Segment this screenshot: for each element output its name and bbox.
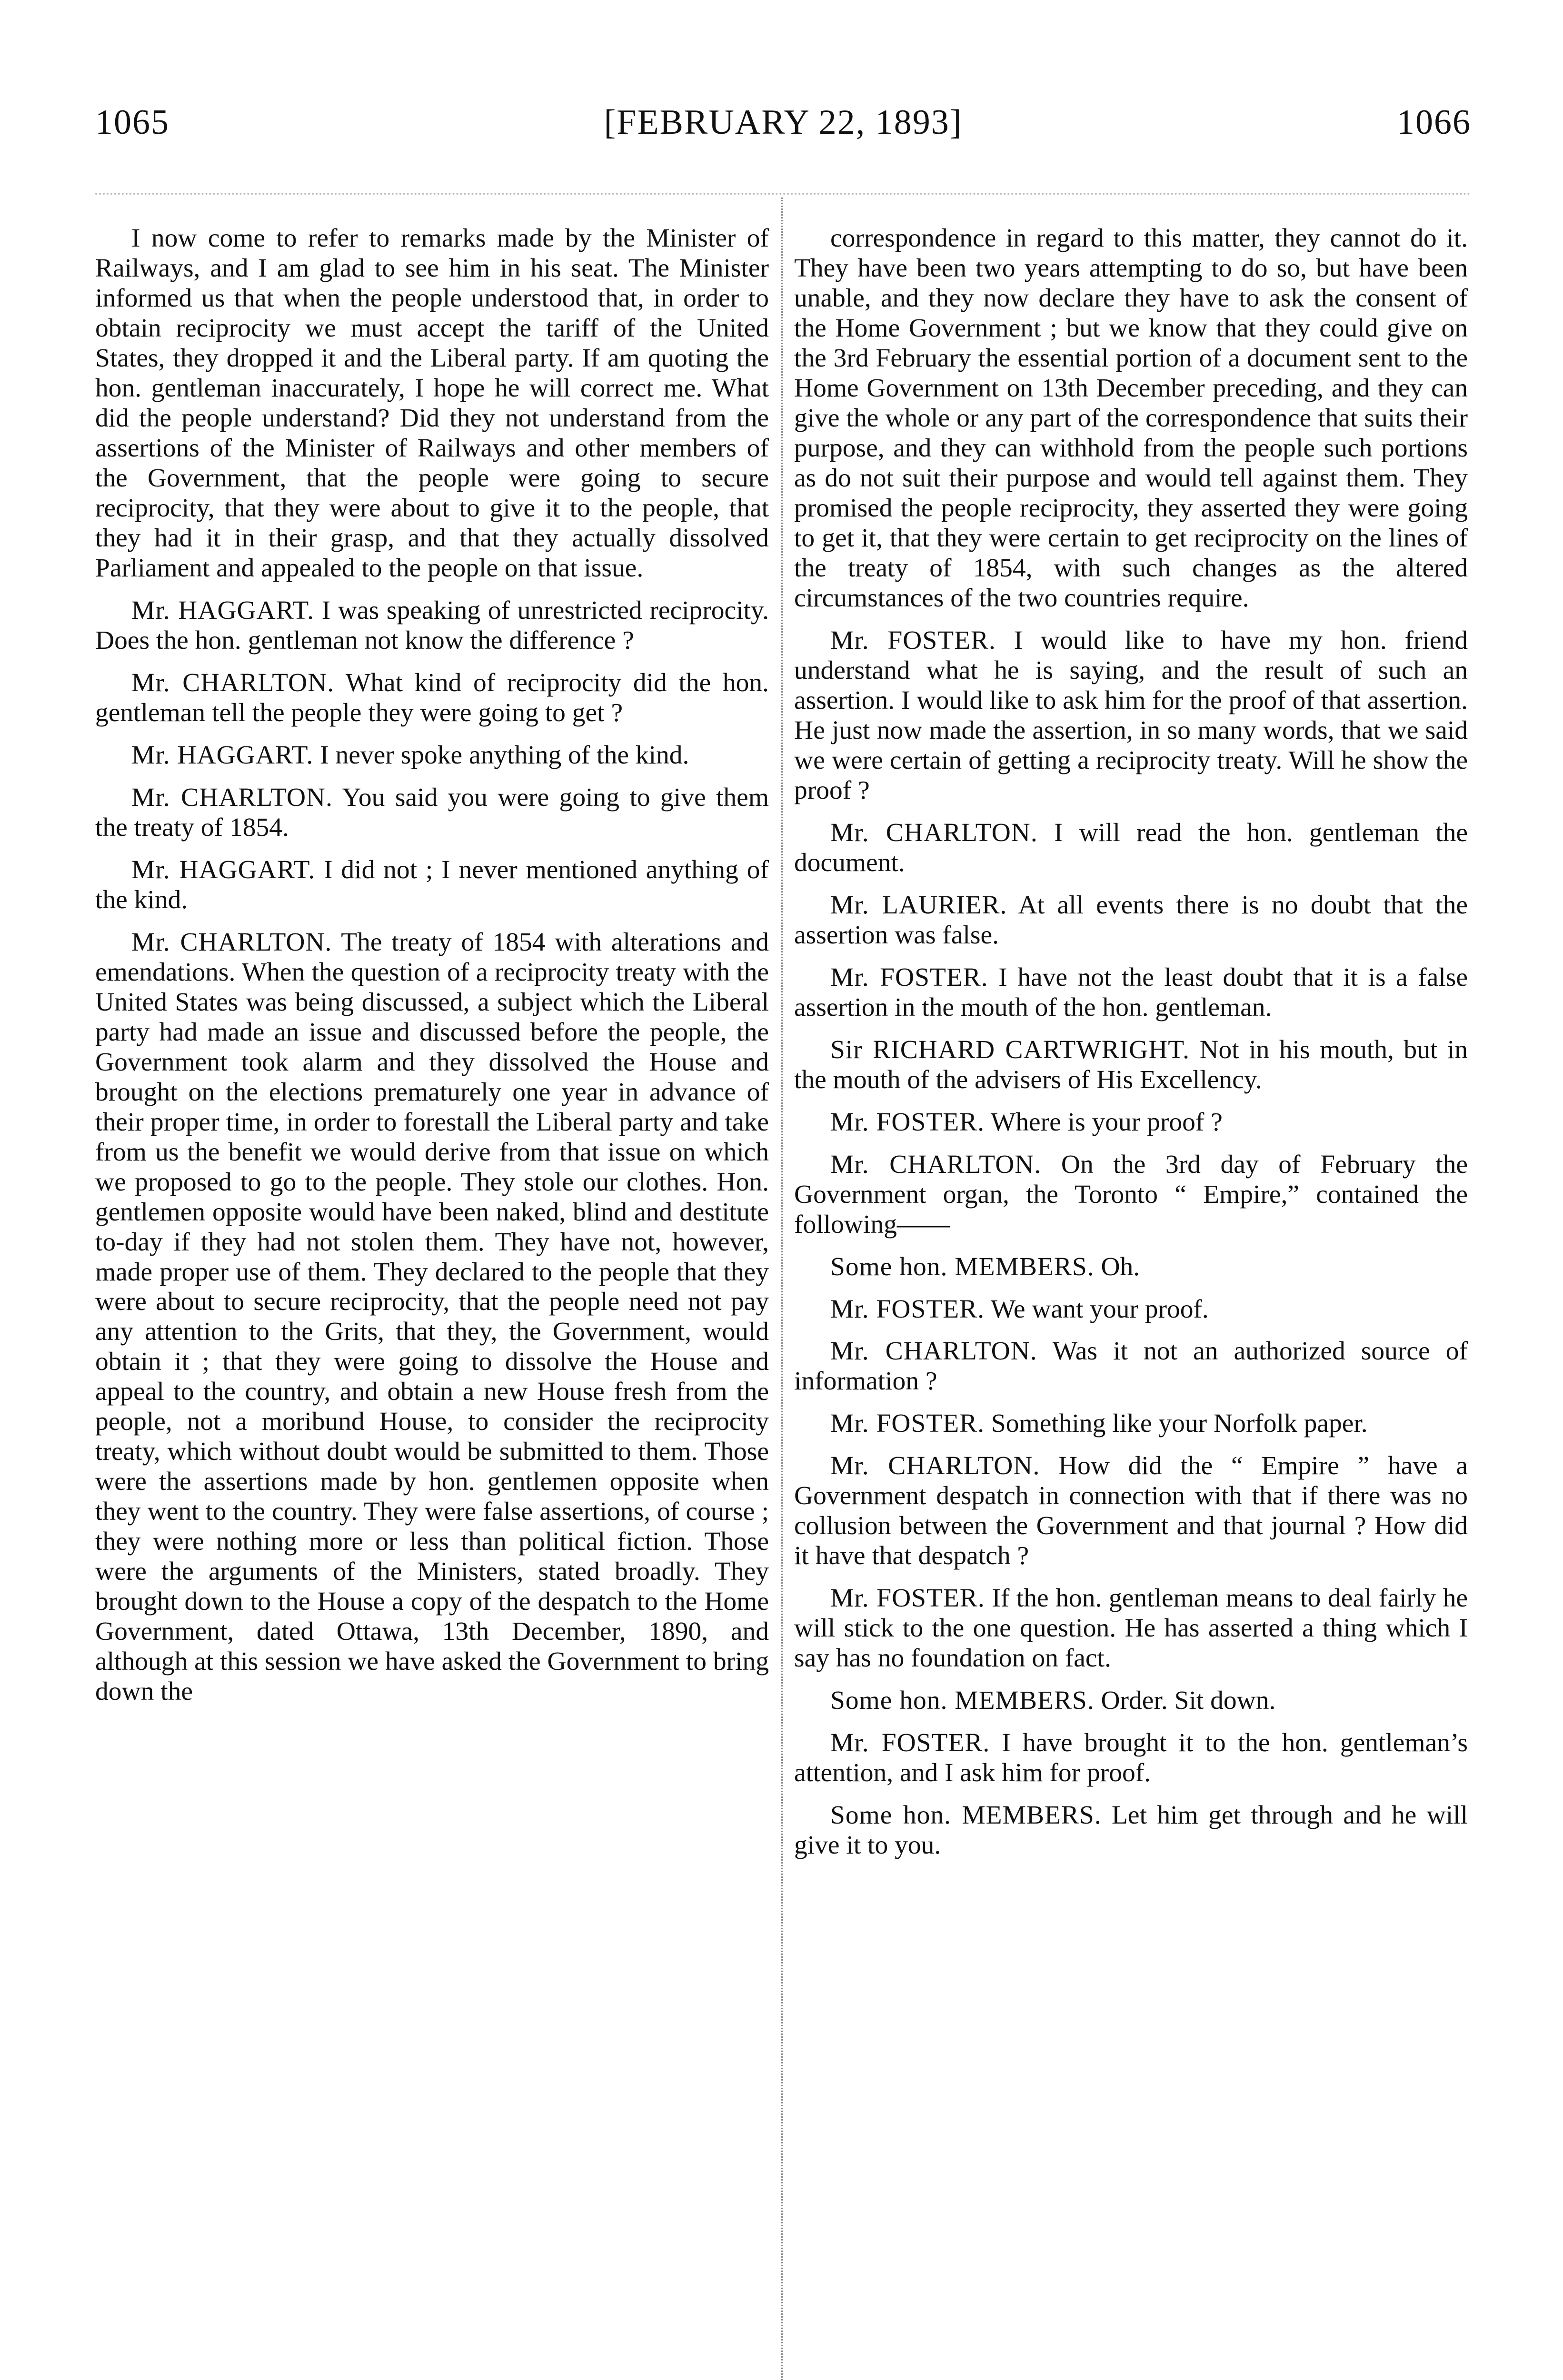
paragraph xyxy=(794,1801,1468,1861)
speaker-name: Mr. FOSTER. xyxy=(830,625,996,655)
speaker-name: Mr. HAGGART. xyxy=(131,740,314,770)
paragraph xyxy=(794,1150,1468,1240)
speaker-name: Mr. CHARLTON. xyxy=(131,668,335,697)
paragraph xyxy=(794,1252,1468,1282)
speaker-name: Mr. FOSTER. xyxy=(830,1294,985,1324)
speaker-name: Mr. HAGGART. xyxy=(131,855,316,884)
paragraph xyxy=(794,1295,1468,1325)
paragraph xyxy=(95,855,769,915)
paragraph-text: I did not ; I never mentioned anything of the kind. xyxy=(95,855,769,914)
page-number-right: 1066 xyxy=(1397,103,1471,142)
paragraph-text: I will read the hon. gentleman the document. xyxy=(794,818,1468,877)
paragraph xyxy=(95,596,769,656)
paragraph-text: I was speaking of unrestricted reciprocity. Does the hon. gentleman not know the difference ? xyxy=(95,595,769,655)
speaker-name: Some hon. MEMBERS. xyxy=(830,1252,1095,1281)
speaker-name: Mr. FOSTER. xyxy=(830,1728,990,1758)
paragraph xyxy=(794,1337,1468,1397)
speaker-name: Mr. CHARLTON. xyxy=(830,1150,1042,1179)
paragraph-text: I have brought it to the hon. gentleman’s attention, and I ask him for proof. xyxy=(794,1728,1468,1788)
paragraph xyxy=(794,1409,1468,1439)
paragraph-text: You said you were going to give them the treaty of 1854. xyxy=(95,783,769,842)
paragraph xyxy=(95,928,769,1707)
paragraph-text: Oh. xyxy=(1101,1252,1140,1281)
paragraph xyxy=(794,1108,1468,1138)
speaker-name: Mr. CHARLTON. xyxy=(830,1451,1040,1481)
paragraph xyxy=(95,741,769,771)
paragraph-text: I never spoke anything of the kind. xyxy=(320,740,689,770)
speaker-name: Sir RICHARD CARTWRIGHT. xyxy=(830,1035,1190,1064)
paragraph xyxy=(794,1035,1468,1095)
speaker-name: Mr. CHARLTON. xyxy=(131,783,333,812)
paragraph-text: At all events there is no doubt that the assertion was false. xyxy=(794,890,1468,950)
paragraph xyxy=(794,891,1468,951)
speaker-name: Some hon. MEMBERS. xyxy=(830,1801,1102,1830)
paragraph xyxy=(95,224,769,584)
column-separator xyxy=(781,198,783,2380)
paragraph-text: The treaty of 1854 with alterations and emendations. When the question of a reciprocity treaty with the United States was being discussed, a subject which the Liberal party had made an issue and discussed before the people, the Government took alarm and they dissolved the House and brought on the elections prematurely one year in advance of their proper time, in order to forestall the Liberal party and take from us the benefit we would derive from that issue on which we proposed to go to the people. They stole our clothes. Hon. gentlemen opposite would have been naked, blind and destitute to-day if they had not stolen them. They have not, however, made proper use of them. They declared to the people that they were about to secure reciprocity, that the people need not pay any attention to the Grits, that they, the Government, would obtain it ; that they were going to dissolve the House and appeal to the country, and obtain a new House fresh from the people, not a moribund House, to consider the reciprocity treaty, which without doubt would be submitted to them. Those were the assertions made by hon. gentlemen opposite when they went to the country. They were false assertions, of course ; they were nothing more or less than political fiction. Those were the arguments of the Ministers, stated broadly. They brought down to the House a copy of the despatch to the Home Government, dated Ottawa, 13th December, 1890, and although at this session we have asked the Government to bring down the xyxy=(95,927,769,1706)
right-column xyxy=(794,224,1468,1873)
paragraph xyxy=(794,1686,1468,1716)
paragraph-text: Something like your Norfolk paper. xyxy=(991,1409,1368,1438)
paragraph xyxy=(95,668,769,728)
speaker-name: Mr. CHARLTON. xyxy=(830,1337,1037,1366)
speaker-name: Mr. FOSTER. xyxy=(830,1584,985,1613)
paragraph xyxy=(794,963,1468,1023)
paragraph-text: I have not the least doubt that it is a false assertion in the mouth of the hon. gentleman. xyxy=(794,962,1468,1022)
header-date: [FEBRUARY 22, 1893] xyxy=(604,103,963,142)
speaker-name: Mr. CHARLTON. xyxy=(830,818,1038,847)
left-column xyxy=(95,224,769,1719)
paragraph-text: I now come to refer to remarks made by the Minister of Railways, and I am glad to see him in his seat. The Minister informed us that when the people understood that, in order to obtain reciprocity we must accept the tariff of the United States, they dropped it and the Liberal party. If am quoting the hon. gentleman inaccurately, I hope he will correct me. What did the people understand? Did they not understand from the assertions of the Minister of Railways and other members of the Government, that the people were going to secure reciprocity, that they were about to give it to the people, that they had it in their grasp, and that they actually dissolved Parliament and appealed to the people on that issue. xyxy=(95,224,769,583)
paragraph xyxy=(95,783,769,843)
speaker-name: Mr. LAURIER. xyxy=(830,890,1007,920)
paragraph-text: Where is your proof ? xyxy=(990,1107,1223,1137)
speaker-name: Mr. HAGGART. xyxy=(131,595,315,625)
paragraph-text: Was it not an authorized source of information ? xyxy=(794,1337,1468,1396)
header-rule xyxy=(95,193,1471,195)
paragraph-text: Not in his mouth, but in the mouth of the advisers of His Excellency. xyxy=(794,1035,1468,1094)
paragraph-text: How did the “ Empire ” have a Government despatch in connection with that if there was no collusion between the Government and that journal ? How did it have that despatch ? xyxy=(794,1451,1468,1571)
paragraph-text: What kind of reciprocity did the hon. gentleman tell the people they were going to get ? xyxy=(95,668,769,727)
speaker-name: Mr. FOSTER. xyxy=(830,962,988,992)
paragraph-text: Let him get through and he will give it to you. xyxy=(794,1801,1468,1860)
paragraph-text: We want your proof. xyxy=(990,1294,1209,1324)
paragraph xyxy=(794,1584,1468,1674)
paragraph-text: If the hon. gentleman means to deal fairly he will stick to the one question. He has asserted a thing which I say has no foundation on fact. xyxy=(794,1584,1468,1673)
page-header xyxy=(95,102,1471,155)
paragraph xyxy=(794,818,1468,878)
paragraph xyxy=(794,1451,1468,1571)
paragraph xyxy=(794,626,1468,806)
paragraph-text: Order. Sit down. xyxy=(1101,1686,1276,1716)
paragraph-text: correspondence in regard to this matter, they cannot do it. They have been two years attempting to do so, but have been unable, and they now declare they have to ask the consent of the Home Government ; but we know that they could give on the 3rd February the essential portion of a document sent to the Home Government on 13th December preceding, and they can give the whole or any part of the correspondence that suits their purpose, and they can withhold from the people such portions as do not suit their purpose and would tell against them. They promised the people reciprocity, they asserted they were going to get it, that they were certain to get reciprocity on the lines of the treaty of 1854, with such changes as the altered circumstances of the two countries require. xyxy=(794,224,1468,613)
speaker-name: Some hon. MEMBERS. xyxy=(830,1686,1095,1716)
paragraph xyxy=(794,1728,1468,1788)
paragraph xyxy=(794,224,1468,614)
page-number-left: 1065 xyxy=(95,103,169,142)
paragraph-text: On the 3rd day of February the Government organ, the Toronto “ Empire,” contained the following—— xyxy=(794,1150,1468,1239)
paragraph-text: I would like to have my hon. friend understand what he is saying, and the result of such an assertion. I would like to ask him for the proof of that assertion. He just now made the assertion, in so many words, that we said we were certain of getting a reciprocity treaty. Will he show the proof ? xyxy=(794,625,1468,805)
speaker-name: Mr. FOSTER. xyxy=(830,1107,985,1137)
speaker-name: Mr. CHARLTON. xyxy=(131,927,332,957)
speaker-name: Mr. FOSTER. xyxy=(830,1409,985,1438)
